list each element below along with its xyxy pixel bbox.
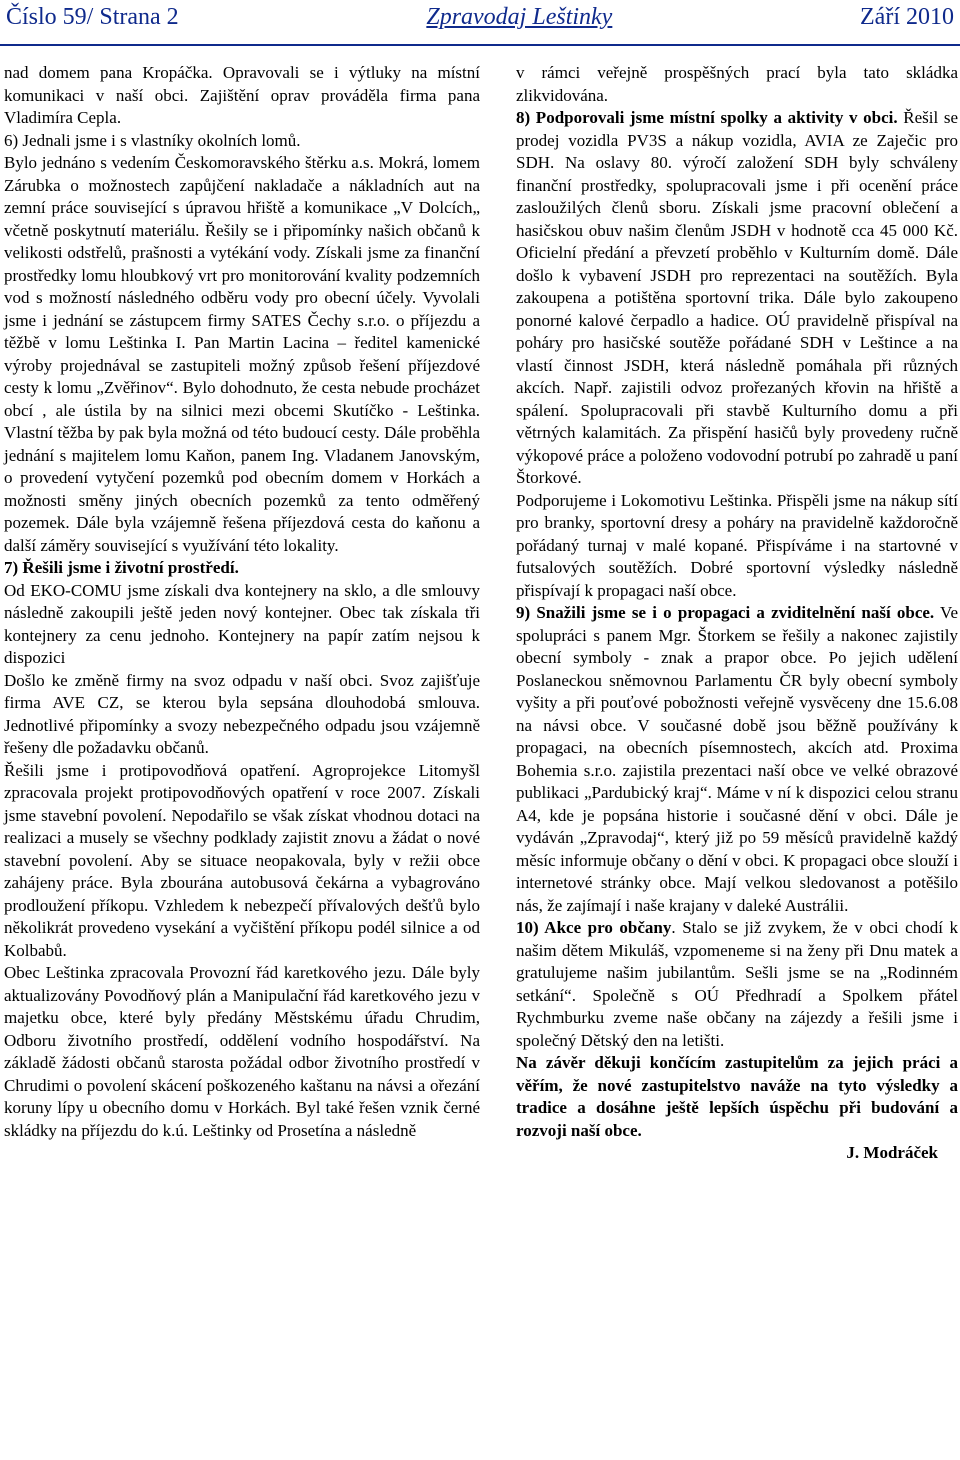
paragraph xyxy=(516,602,958,917)
closing-paragraph: Na závěr děkuji končícím zastupitelům za jejich práci a věřím, že nové zastupitelstvo naváže na tyto výsledky a tradice a dosáhne ještě lepších úspěchu při budování a rozvoji naší obce. xyxy=(516,1053,958,1140)
paragraph: Bylo jednáno s vedením Českomoravského štěrku a.s. Mokrá, lomem Zárubka o možnostech zapůjčení nakladače a nákladních aut na zemní práce související s úpravou hřiště a komunikace „V Dolcích„ včetně poskytnutí materiálu. Řešily se i připomínky našich občanů k velikosti odstřelů, prašnosti a vytékání vody. Získali jsme za finanční prostředky lomu hloubkový vrt pro monitorování kvality podzemních vod s možností následného odběru vody pro obecní účely. Vyvolali jsme i jednání se zástupcem firmy SATES Čechy s.r.o. o příjezdu a těžbě v lomu Leštinka I. Pan Martin Lacina – ředitel kamenické výroby projednával se zastupiteli možný způsob řešení příjezdové cesty k lomu „Zvěřinov“. Bylo dohodnuto, že cesta nebude procházet obcí , ale ústila by na silnici mezi obcemi Skutíčko - Leštinka. Vlastní těžba by pak byla možná od této budoucí cesty. Dále proběhla jednání s majitelem lomu Kaňon, panem Ing. Vladanem Janovským, o provedení vytyčení pozemků pod obecním domem v Horkách a možnosti směny jiných obecních pozemků za tento odměřený pozemek. Dále byla vzájemně řešena příjezdová cesta do kaňonu a další záměry související s využívání této lokality. xyxy=(4,153,480,555)
section-heading: 10) Akce pro občany xyxy=(516,918,672,937)
author-signature: J. Modráček xyxy=(846,1143,938,1162)
left-column xyxy=(4,62,480,1142)
issue-date: Září 2010 xyxy=(860,4,954,30)
paragraph: Obec Leštinka zpracovala Provozní řád karetkového jezu. Dále byly aktualizovány Povodňový plán a Manipulační řád karetkového jezu v majetku obce, které byly předány Městskému úřadu Chrudim, Odboru životního prostředí, oddělení vodního hospodářství. Na základě žádosti občanů starosta požádal odbor životního prostředí v Chrudimi o povolení skácení poškozeného kaštanu na návsi a ořezání koruny lípy u obecního domu v Horkách. Byl také řešen vznik černé skládky na příjezdu do k.ú. Leštinky od Prosetína a následně xyxy=(4,963,480,1140)
newsletter-title: Zpravodaj Leštinky xyxy=(426,4,613,30)
section-heading: 9) Snažili jsme se i o propagaci a zviditelnění naší obce. xyxy=(516,603,935,622)
paragraph: Podporujeme i Lokomotivu Leštinka. Přispěli jsme na nákup sítí pro branky, sportovní dresy a poháry na pravidelně každoročně pořádaný turnaj v malé kopané. Přispíváme i na startovné v futsalových soutěžích. Dobré sportovní výsledky následně přispívají k propagaci naší obce. xyxy=(516,490,958,600)
page-header xyxy=(0,0,960,46)
issue-page-number: Číslo 59/ Strana 2 xyxy=(6,4,179,30)
paragraph-body: . Stalo se již zvykem, že v obci chodí k našim dětem Mikuláš, vzpomeneme si na ženy při Dnu matek a gratulujeme našim jubilantům. Sešli jsme se na „Rodinném setkání“. Společně s OÚ Předhradí a Spolkem přátel Rychmburku zveme naše občany na zájezdy a řešili jsme i společný Dětský den na letišti. xyxy=(516,918,958,1050)
paragraph-body: Ve spolupráci s panem Mgr. Štorkem se řešily a nakonec zajistily obecní symboly - znak a prapor obce. Po jejich udělení Poslaneckou sněmovnou Parlamentu ČR byly obecní symboly vyšity a při pouťové pobožnosti veřejně vysvěceny dne 15.6.08 na návsi obce. V současné době jsou běžně používány k propagaci, na obecních písemnostech, akcích atd. Proxima Bohemia s.r.o. zajistila prezentaci naší obce ve velké obrazové publikaci „Pardubický kraj“. Máme v ní k dispozici celou stranu A4, kde je popsána historie i současné dění v obci. Dále je vydáván „Zpravodaj“, který již po 59 měsíců pravidelně každý měsíc informuje občany o dění v obci. K propagaci obce slouží i internetové stránky obce. Mají velkou sledovanost a potěšilo nás, že zajímají i naše krajany v daleké Austrálii. xyxy=(516,603,958,915)
paragraph: 6) Jednali jsme i s vlastníky okolních lomů. xyxy=(4,130,301,150)
paragraph: Řešili jsme i protipovodňová opatření. Agroprojekce Litomyšl zpracovala projekt protipovodňových opatření v roce 2007. Získali jsme stavební povolení. Nepodařilo se však získat vhodnou dotaci na realizaci a musely se všechny podklady zajistit znovu a žádat o nové stavební povolení. Aby se situace neopakovala, byly v režii obce zahájeny práce. Byla zbourána autobusová čekárna a vybagrováno prodloužení příkopu. Vzhledem k nebezpečí přívalových dešťů bylo několikrát provedeno vysekání a vyčištění příkopu podél silnice a od Kolbabů. xyxy=(4,760,480,960)
section-heading: 8) Podporovali jsme místní spolky a aktivity v obci. xyxy=(516,108,898,127)
paragraph: Od EKO-COMU jsme získali dva kontejnery na sklo, a dle smlouvy následně zakoupili ještě jeden nový kontejner. Obec tak získala tři kontejnery za cenu jednoho. Kontejnery na papír zatím nejsou k dispozici xyxy=(4,580,480,667)
paragraph xyxy=(516,107,958,490)
paragraph-body: Řešil se prodej vozidla PV3S a nákup vozidla, AVIA ze Zaječic pro SDH. Na oslavy 80. výročí založení SDH byly schváleny finanční prostředky, spolupracovali jsme i při ocenění práce zasloužilých členů sboru. Získali jsme pracovní oblečení a hasičskou obuv našim členům JSDH v hodnotě cca 45 000 Kč. Oficielní předání a převzetí proběhlo v Kulturním domě. Dále došlo k vybavení JSDH pro reprezentaci na soutěžích. Byla zakoupena a potištěna sportovní trika. Dále bylo zakoupeno ponorné kalové čerpadlo a hadice. OÚ pravidelně přispíval na poháry pro hasičské soutěže pořádané SDH v Leštince a na vlastí činnost JSDH, která následně pomáhala při různých akcích. Např. zajistili odvoz prořezaných křovin na hřiště a spálení. Spolupracovali při stavbě Kulturního domu a při větrných kalamitách. Za přispění hasičů byly provedeny ručně výkopové práce a položeno vodovodní potrubí po zahradě u paní Štorkové. xyxy=(516,108,958,487)
paragraph xyxy=(516,917,958,1052)
paragraph: Došlo ke změně firmy na svoz odpadu v naší obci. Svoz zajišťuje firma AVE CZ, se kterou byla sepsána dlouhodobá smlouva. Jednotlivé připomínky a svozy nebezpečného odpadu jsou vzájemně řešeny dle požadavku občanů. xyxy=(4,670,480,757)
section-heading: 7) Řešili jsme i životní prostředí. xyxy=(4,558,239,577)
paragraph: nad domem pana Kropáčka. Opravovali se i výtluky na místní komunikaci v naší obci. Zajištění oprav prováděla firma pana Vladimíra Cepla. xyxy=(4,63,480,127)
right-column xyxy=(516,62,958,1165)
paragraph: v rámci veřejně prospěšných prací byla tato skládka zlikvidována. xyxy=(516,63,958,105)
